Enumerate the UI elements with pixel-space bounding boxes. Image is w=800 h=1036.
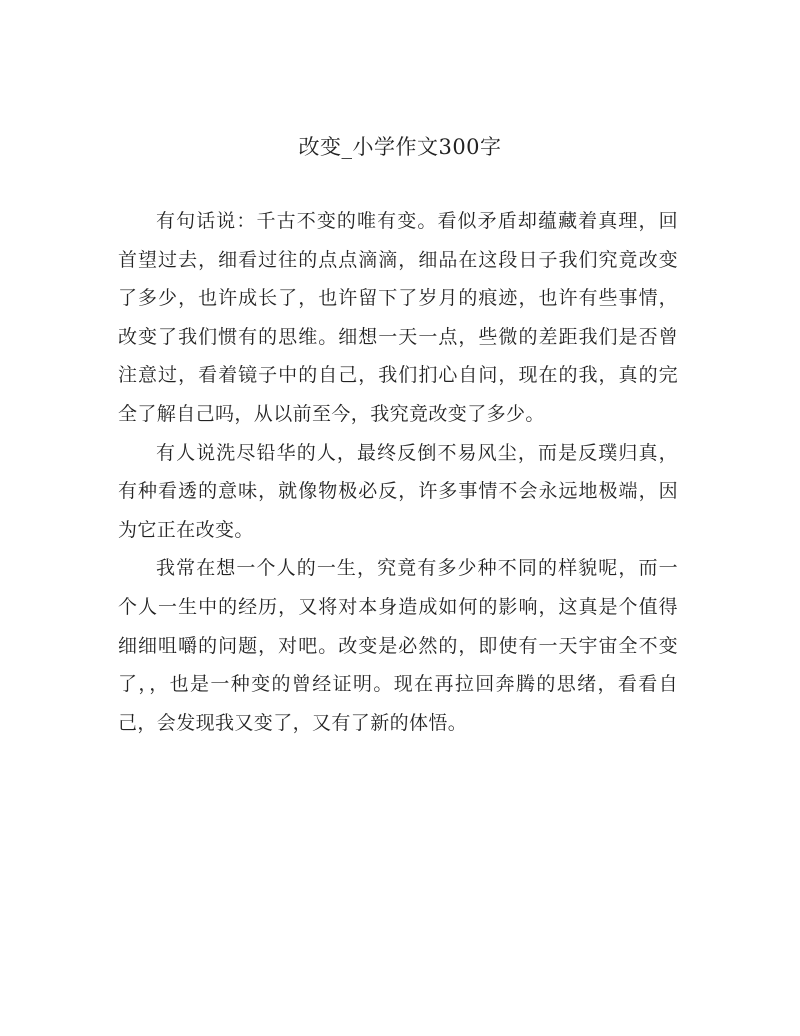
- document-body: [118, 202, 678, 742]
- paragraph-2: 有人说洗尽铅华的人，最终反倒不易风尘，而是反璞归真，有种看透的意味，就像物极必反，许多事情不会永远地极端，因为它正在改变。: [118, 441, 678, 541]
- document-title: 改变_小学作文300字: [298, 135, 502, 159]
- paragraph-3: 我常在想一个人的一生，究竟有多少种不同的样貌呢，而一个人一生中的经历，又将对本身造成如何的影响，这真是个值得细细咀嚼的问题，对吧。改变是必然的，即使有一天宇宙全不变了，，也是一种变的曾经证明。现在再拉回奔腾的思绪，看看自己，会发现我又变了，又有了新的体悟。: [118, 557, 678, 734]
- paragraph-1: 有句话说：千古不变的唯有变。看似矛盾却蕴藏着真理，回首望过去，细看过往的点点滴滴，细品在这段日子我们究竟改变了多少，也许成长了，也许留下了岁月的痕迹，也许有些事情，改变了我们惯有的思维。细想一天一点，些微的差距我们是否曾注意过，看着镜子中的自己，我们扪心自问，现在的我，真的完全了解自己吗，从以前至今，我究竟改变了多少。: [118, 210, 678, 425]
